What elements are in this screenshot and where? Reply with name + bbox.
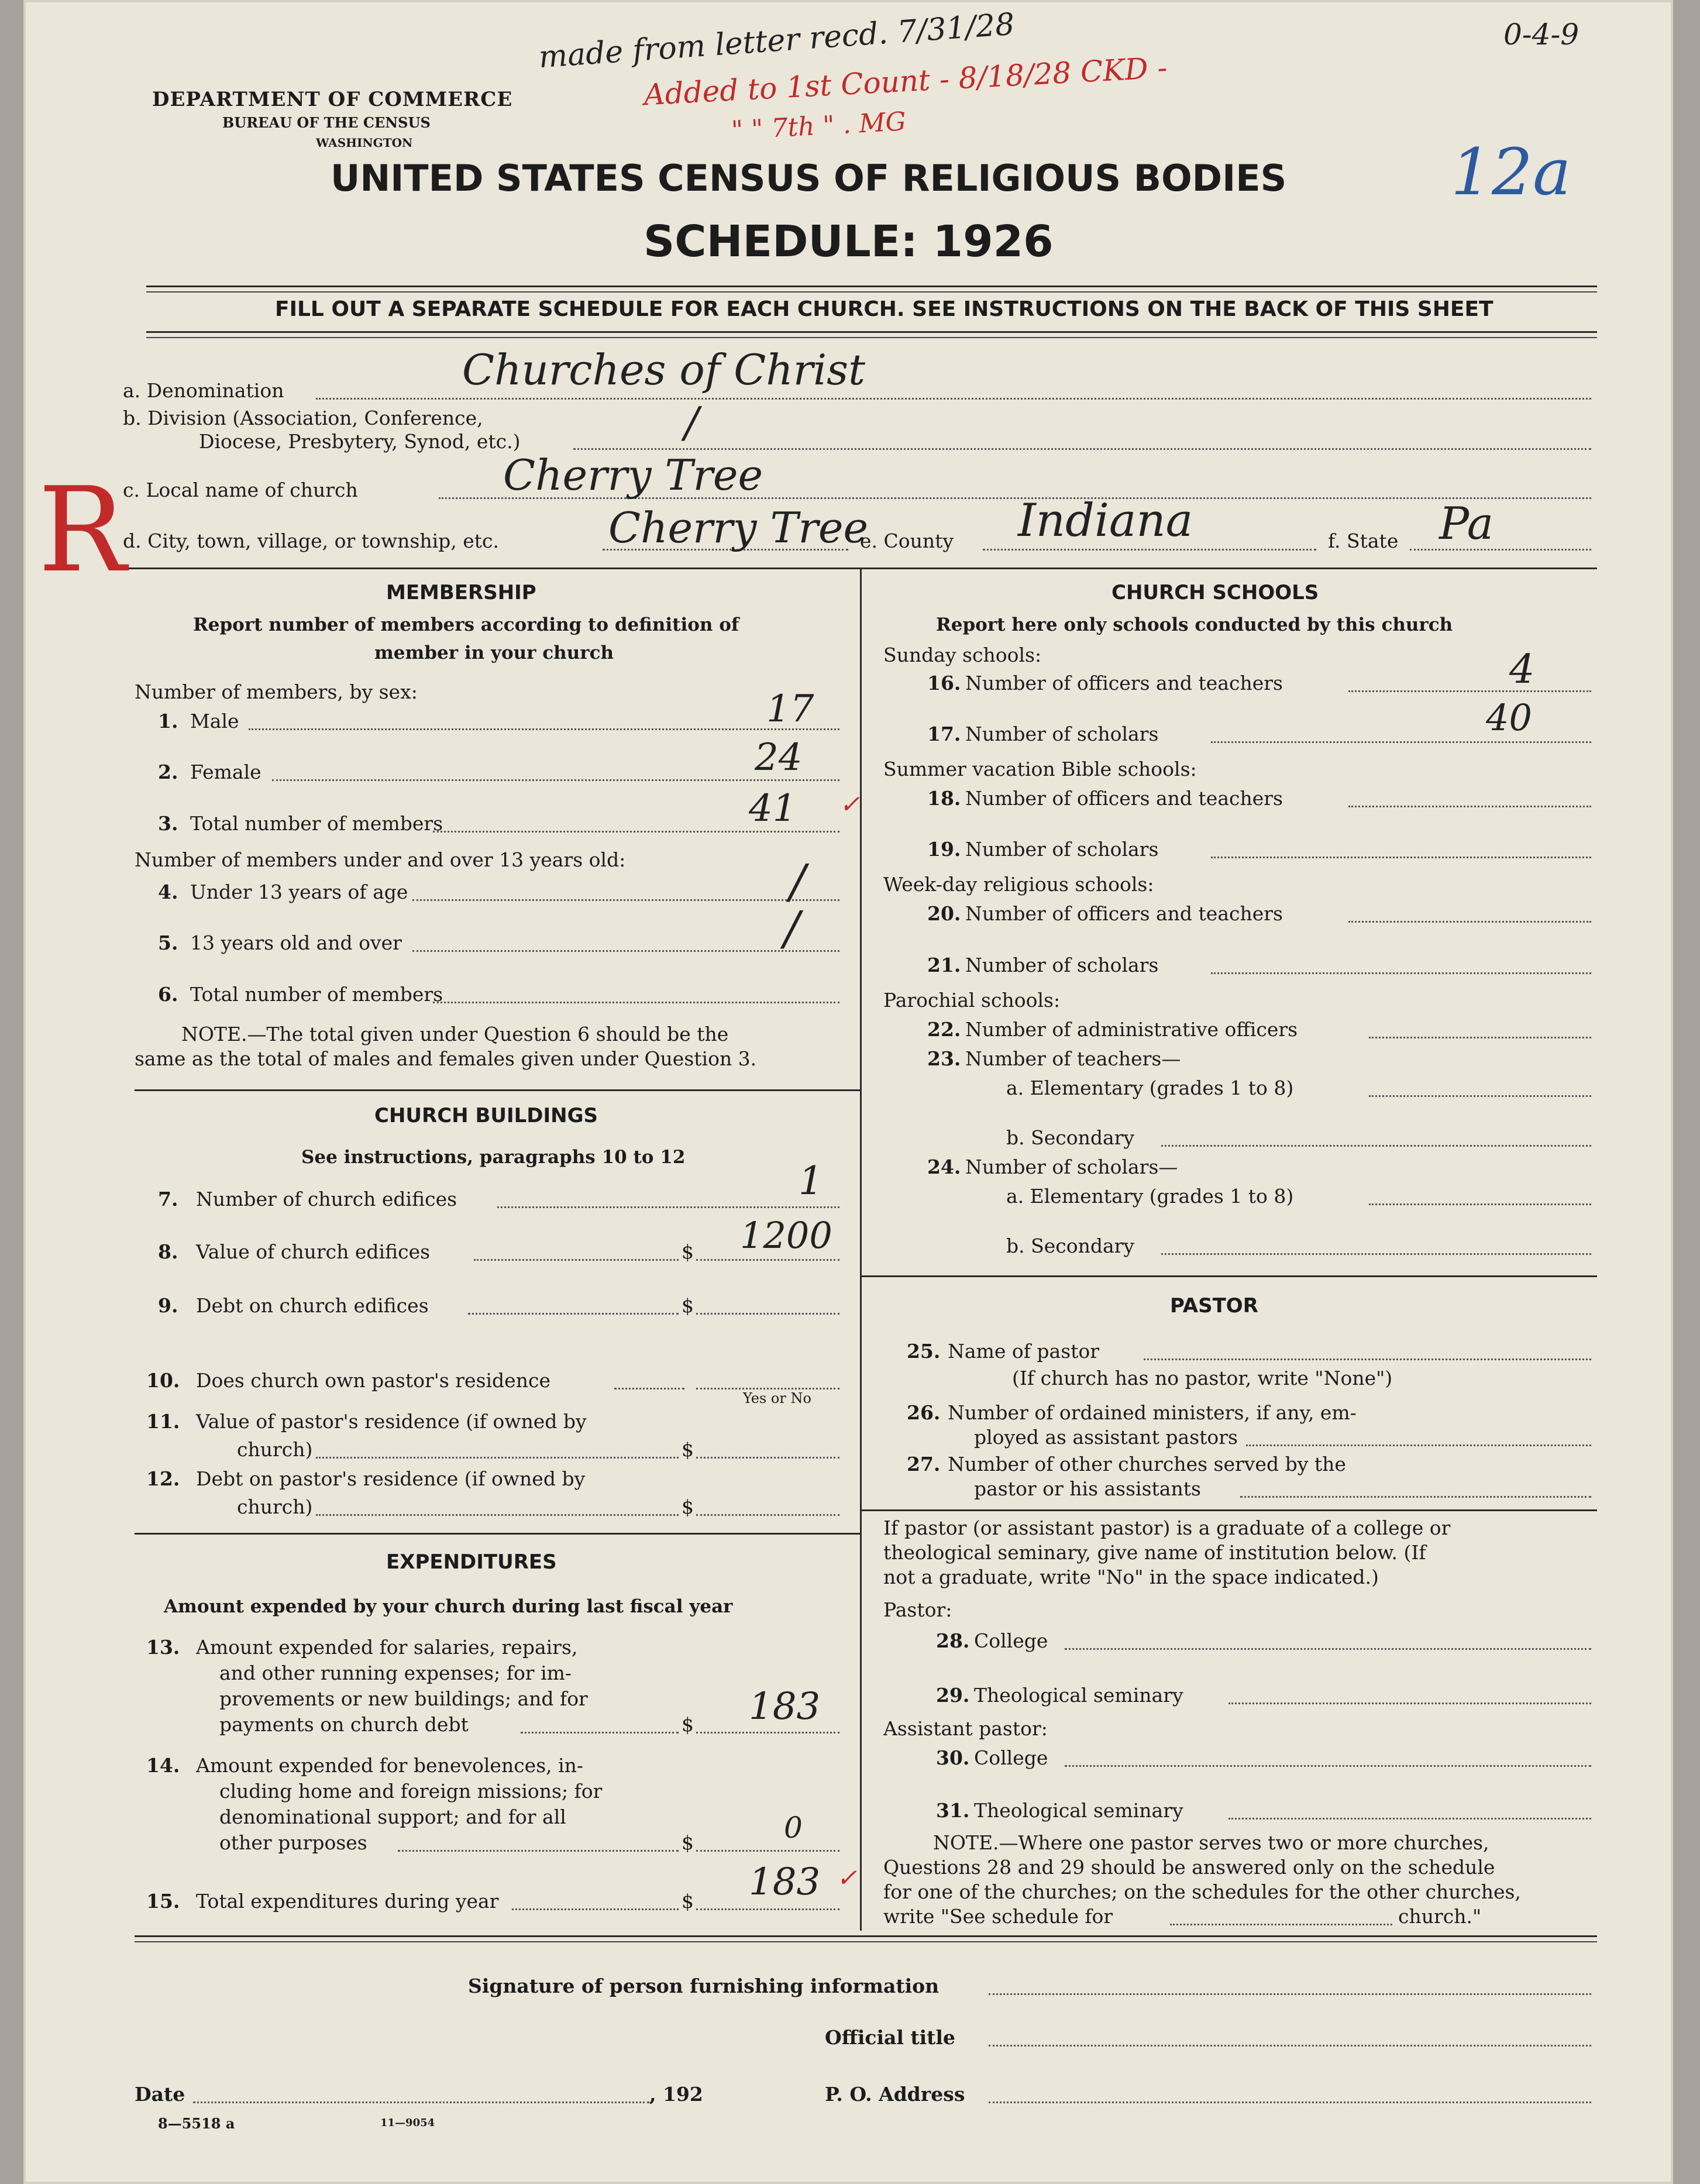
q13-number: 13.: [146, 1636, 180, 1659]
q8-label: Value of church edifices: [196, 1240, 431, 1263]
fill-line: [1369, 1095, 1591, 1097]
fill-line: [1369, 1203, 1591, 1205]
fill-line: [497, 1206, 839, 1208]
divider: [860, 1275, 1597, 1277]
state-label: f. State: [1328, 529, 1399, 552]
fill-line: [316, 398, 1591, 400]
q9-label: Debt on church edifices: [196, 1294, 429, 1317]
q14-line-4: other purposes: [219, 1831, 367, 1854]
fill-line: [696, 1457, 839, 1459]
q14-value[interactable]: 0: [784, 1811, 803, 1845]
expenditures-heading: EXPENDITURES: [386, 1550, 557, 1574]
county-label: e. County: [860, 529, 954, 552]
q27-number: 27.: [907, 1453, 941, 1476]
q26-number: 26.: [907, 1401, 941, 1424]
q30-label: College: [974, 1746, 1048, 1769]
divider: [135, 1533, 860, 1535]
q3-value[interactable]: 41: [749, 787, 797, 830]
date-label: Date: [135, 2083, 185, 2106]
fill-line: [983, 549, 1316, 551]
fill-line: [1144, 1358, 1591, 1360]
q31-number: 31.: [936, 1799, 970, 1822]
membership-sub-2: member in your church: [374, 642, 614, 663]
date-line[interactable]: [193, 2102, 649, 2103]
q5-number: 5.: [158, 931, 178, 954]
fill-line: [1161, 1253, 1591, 1255]
q23-label: Number of teachers—: [965, 1047, 1181, 1070]
official-title-label: Official title: [825, 2026, 955, 2049]
q2-label: Female: [190, 761, 261, 783]
q13-line-1: Amount expended for salaries, repairs,: [196, 1636, 578, 1659]
check-mark: ✓: [839, 790, 861, 818]
q17-number: 17.: [927, 723, 961, 745]
local-name-label: c. Local name of church: [123, 479, 358, 501]
q1-value[interactable]: 17: [766, 687, 814, 731]
q5-value[interactable]: /: [784, 901, 800, 955]
po-address-label: P. O. Address: [825, 2083, 965, 2106]
membership-note-2: same as the total of males and females given under Question 3.: [135, 1047, 757, 1070]
q4-number: 4.: [158, 881, 178, 903]
signature-label: Signature of person furnishing information: [468, 1975, 940, 1997]
q9-number: 9.: [158, 1294, 178, 1317]
blue-code: 12a: [1451, 135, 1571, 209]
fill-line: [696, 1514, 839, 1516]
fill-line: [696, 1850, 839, 1852]
state-value[interactable]: Pa: [1439, 497, 1494, 549]
fill-line: [474, 1259, 679, 1261]
q10-number: 10.: [146, 1369, 180, 1392]
q12-dollar: $: [682, 1495, 694, 1518]
fill-line: [1240, 1496, 1591, 1498]
census-schedule-sheet: [23, 0, 1673, 2184]
received-note: made from letter recd. 7/31/28: [537, 6, 1016, 75]
q7-label: Number of church edifices: [196, 1188, 457, 1210]
pastor-note-4: write "See schedule for: [883, 1905, 1113, 1928]
q18-number: 18.: [927, 787, 961, 810]
instruction-banner: FILL OUT A SEPARATE SCHEDULE FOR EACH CHURCH. SEE INSTRUCTIONS ON THE BACK OF THIS SHEET: [275, 297, 1493, 321]
q16-value[interactable]: 4: [1509, 646, 1535, 693]
q20-label: Number of officers and teachers: [965, 902, 1283, 925]
q7-number: 7.: [158, 1188, 178, 1210]
pastor-note-2: Questions 28 and 29 should be answered only on the schedule: [883, 1856, 1495, 1879]
fill-line: [468, 1313, 679, 1315]
q6-label: Total number of members: [190, 983, 443, 1006]
fill-line: [696, 1313, 839, 1315]
pastor-heading: PASTOR: [1170, 1294, 1258, 1318]
pastor-note-4-end: church.": [1398, 1905, 1482, 1928]
q3-number: 3.: [158, 812, 178, 835]
added-count-note: Added to 1st Count - 8/18/28 CKD -: [643, 50, 1168, 112]
fill-line: [398, 1850, 679, 1852]
fill-line: [272, 779, 839, 781]
fill-line: [1410, 549, 1591, 551]
q2-number: 2.: [158, 761, 178, 783]
divider: [135, 1935, 1597, 1937]
pastor-note-1: NOTE.—Where one pastor serves two or more churches,: [933, 1831, 1489, 1854]
fill-line: [696, 1388, 839, 1389]
q30-number: 30.: [936, 1746, 970, 1769]
fill-line: [512, 1908, 679, 1910]
q8-number: 8.: [158, 1240, 178, 1263]
form-title: UNITED STATES CENSUS OF RELIGIOUS BODIES: [331, 157, 1287, 200]
q29-number: 29.: [936, 1684, 970, 1707]
q13-line-2: and other running expenses; for im-: [219, 1662, 572, 1684]
fill-line: [1246, 1444, 1591, 1446]
q14-line-1: Amount expended for benevolences, in-: [196, 1754, 584, 1777]
q28-label: College: [974, 1629, 1048, 1652]
q15-label: Total expenditures during year: [196, 1890, 499, 1913]
fill-line: [521, 1732, 679, 1734]
assistant-subheading: Assistant pastor:: [883, 1717, 1048, 1740]
q16-label: Number of officers and teachers: [965, 672, 1283, 694]
divider: [146, 286, 1597, 287]
county-value[interactable]: Indiana: [1018, 494, 1193, 547]
fill-line: [316, 1457, 679, 1459]
q25-note: (If church has no pastor, write "None"): [1012, 1367, 1393, 1389]
q5-label: 13 years old and over: [190, 931, 402, 954]
division-label: b. Division (Association, Conference,: [123, 407, 483, 429]
membership-sub-1: Report number of members according to definition of: [193, 614, 739, 635]
q12-label: Debt on pastor's residence (if owned by: [196, 1467, 586, 1490]
q25-number: 25.: [907, 1340, 941, 1363]
column-divider: [860, 568, 862, 1931]
signature-line[interactable]: [989, 1993, 1591, 1995]
fill-line: [316, 1514, 679, 1516]
parochial-schools-label: Parochial schools:: [883, 989, 1061, 1012]
q24a-label: a. Elementary (grades 1 to 8): [1006, 1185, 1294, 1208]
q11-label-2: church): [237, 1438, 313, 1461]
q13-value[interactable]: 183: [749, 1685, 821, 1728]
divider: [129, 568, 1597, 569]
q22-number: 22.: [927, 1018, 961, 1041]
q4-label: Under 13 years of age: [190, 881, 408, 903]
graduate-instruction-3: not a graduate, write "No" in the space indicated.): [883, 1566, 1379, 1588]
q8-value[interactable]: 1200: [740, 1214, 832, 1257]
department: DEPARTMENT OF COMMERCE: [152, 88, 513, 111]
fill-line: [696, 1732, 839, 1734]
fill-line: [1348, 921, 1591, 923]
graduate-instruction-1: If pastor (or assistant pastor) is a graduate of a college or: [883, 1516, 1451, 1539]
q17-value[interactable]: 40: [1486, 696, 1532, 739]
q11-number: 11.: [146, 1410, 180, 1433]
fill-line: [1228, 1703, 1591, 1704]
fill-line: [1065, 1648, 1591, 1650]
division-label-2: Diocese, Presbytery, Synod, etc.): [199, 430, 521, 453]
q1-number: 1.: [158, 710, 178, 732]
schools-heading: CHURCH SCHOOLS: [1111, 581, 1319, 604]
q23-number: 23.: [927, 1047, 961, 1070]
expenditures-sub: Amount expended by your church during last fiscal year: [164, 1596, 733, 1617]
fill-line: [412, 899, 839, 901]
fill-line: [1170, 1924, 1392, 1925]
fill-line: [696, 1259, 839, 1261]
q23b-label: b. Secondary: [1006, 1126, 1135, 1149]
fill-line: [1228, 1818, 1591, 1820]
membership-heading: MEMBERSHIP: [386, 581, 536, 604]
q15-dollar: $: [682, 1890, 694, 1913]
yes-no-hint: Yes or No: [743, 1390, 811, 1406]
fill-line: [1369, 1037, 1591, 1038]
q4-value[interactable]: /: [790, 854, 806, 909]
q21-label: Number of scholars: [965, 954, 1159, 976]
q24b-label: b. Secondary: [1006, 1234, 1135, 1257]
q11-label: Value of pastor's residence (if owned by: [196, 1410, 587, 1433]
q23a-label: a. Elementary (grades 1 to 8): [1006, 1076, 1294, 1099]
fill-line: [1211, 741, 1591, 743]
fill-line: [1211, 972, 1591, 974]
divider: [860, 1509, 1597, 1511]
sunday-schools-label: Sunday schools:: [883, 644, 1042, 666]
r-mark: R: [38, 462, 126, 599]
q13-line-3: provements or new buildings; and for: [219, 1687, 588, 1710]
fill-line: [573, 448, 1591, 450]
membership-note-1: NOTE.—The total given under Question 6 should be the: [181, 1023, 729, 1045]
q27-label-2: pastor or his assistants: [974, 1477, 1201, 1500]
schedule-title: SCHEDULE: 1926: [643, 216, 1054, 267]
local-name-value[interactable]: Cherry Tree: [503, 450, 763, 500]
washington: WASHINGTON: [316, 136, 413, 150]
q25-label: Name of pastor: [948, 1340, 1100, 1363]
check-mark: ✓: [837, 1863, 858, 1892]
q17-label: Number of scholars: [965, 723, 1159, 745]
corner-code: 0-4-9: [1503, 18, 1579, 51]
q31-label: Theological seminary: [974, 1799, 1183, 1822]
by-sex-label: Number of members, by sex:: [135, 680, 418, 703]
fill-line: [412, 950, 839, 952]
fill-line: [1161, 1145, 1591, 1147]
year-label: , 192: [649, 2083, 703, 2106]
q10-label: Does church own pastor's residence: [196, 1369, 550, 1392]
q15-number: 15.: [146, 1890, 180, 1913]
q13-dollar: $: [682, 1713, 694, 1736]
q6-number: 6.: [158, 983, 178, 1006]
q22-label: Number of administrative officers: [965, 1018, 1298, 1041]
q8-dollar: $: [682, 1240, 694, 1263]
summer-schools-label: Summer vacation Bible schools:: [883, 758, 1197, 780]
q18-label: Number of officers and teachers: [965, 787, 1283, 810]
pastor-note-3: for one of the churches; on the schedules for the other churches,: [883, 1880, 1521, 1903]
schools-sub: Report here only schools conducted by this church: [936, 614, 1453, 635]
fill-line: [696, 1908, 839, 1910]
under-over-label: Number of members under and over 13 years old:: [135, 848, 626, 871]
fill-line: [1211, 857, 1591, 858]
city-label: d. City, town, village, or township, etc.: [123, 529, 500, 552]
divider: [146, 331, 1597, 333]
fill-line: [433, 1002, 839, 1003]
q24-number: 24.: [927, 1155, 961, 1178]
divider: [135, 1089, 860, 1091]
city-value[interactable]: Cherry Tree: [608, 503, 869, 552]
fill-line: [249, 728, 839, 730]
q2-value[interactable]: 24: [755, 736, 803, 779]
q26-label: Number of ordained ministers, if any, em-: [948, 1401, 1357, 1424]
buildings-sub: See instructions, paragraphs 10 to 12: [301, 1147, 686, 1168]
weekday-schools-label: Week-day religious schools:: [883, 873, 1154, 896]
q15-value[interactable]: 183: [749, 1860, 821, 1904]
q28-number: 28.: [936, 1629, 970, 1652]
q9-dollar: $: [682, 1294, 694, 1317]
q24-label: Number of scholars—: [965, 1155, 1178, 1178]
q14-line-3: denominational support; and for all: [219, 1805, 566, 1828]
q27-label: Number of other churches served by the: [948, 1453, 1346, 1476]
denomination-label: a. Denomination: [123, 379, 284, 402]
q1-label: Male: [190, 710, 239, 732]
q3-label: Total number of members: [190, 812, 443, 835]
denomination-value[interactable]: Churches of Christ: [462, 345, 866, 394]
fill-line: [1065, 1765, 1591, 1767]
q14-number: 14.: [146, 1754, 180, 1777]
divider: [146, 337, 1597, 338]
divider: [146, 291, 1597, 293]
buildings-heading: CHURCH BUILDINGS: [374, 1104, 598, 1127]
q12-number: 12.: [146, 1467, 180, 1490]
q14-dollar: $: [682, 1831, 694, 1854]
q21-number: 21.: [927, 954, 961, 976]
fill-line: [614, 1388, 684, 1389]
q20-number: 20.: [927, 902, 961, 925]
form-number: 8—5518 a: [158, 2115, 235, 2132]
ditto-note: " " 7th " . MG: [730, 106, 907, 146]
fill-line: [433, 831, 839, 833]
q7-value[interactable]: 1: [799, 1158, 823, 1203]
q16-number: 16.: [927, 672, 961, 694]
fill-line: [1348, 806, 1591, 807]
po-address-line[interactable]: [989, 2102, 1591, 2103]
q19-label: Number of scholars: [965, 838, 1159, 861]
q26-label-2: ployed as assistant pastors: [974, 1426, 1238, 1449]
graduate-instruction-2: theological seminary, give name of institution below. (If: [883, 1541, 1426, 1564]
q13-line-4: payments on church debt: [219, 1713, 469, 1736]
pastor-subheading: Pastor:: [883, 1598, 952, 1621]
print-number: 11—9054: [380, 2117, 435, 2129]
division-value[interactable]: /: [684, 398, 699, 447]
official-title-line[interactable]: [989, 2045, 1591, 2047]
q19-number: 19.: [927, 838, 961, 861]
q12-label-2: church): [237, 1495, 313, 1518]
bureau: BUREAU OF THE CENSUS: [222, 114, 431, 131]
fill-line: [1348, 690, 1591, 692]
q11-dollar: $: [682, 1438, 694, 1461]
q14-line-2: cluding home and foreign missions; for: [219, 1780, 603, 1803]
q29-label: Theological seminary: [974, 1684, 1183, 1707]
divider: [135, 1941, 1597, 1942]
